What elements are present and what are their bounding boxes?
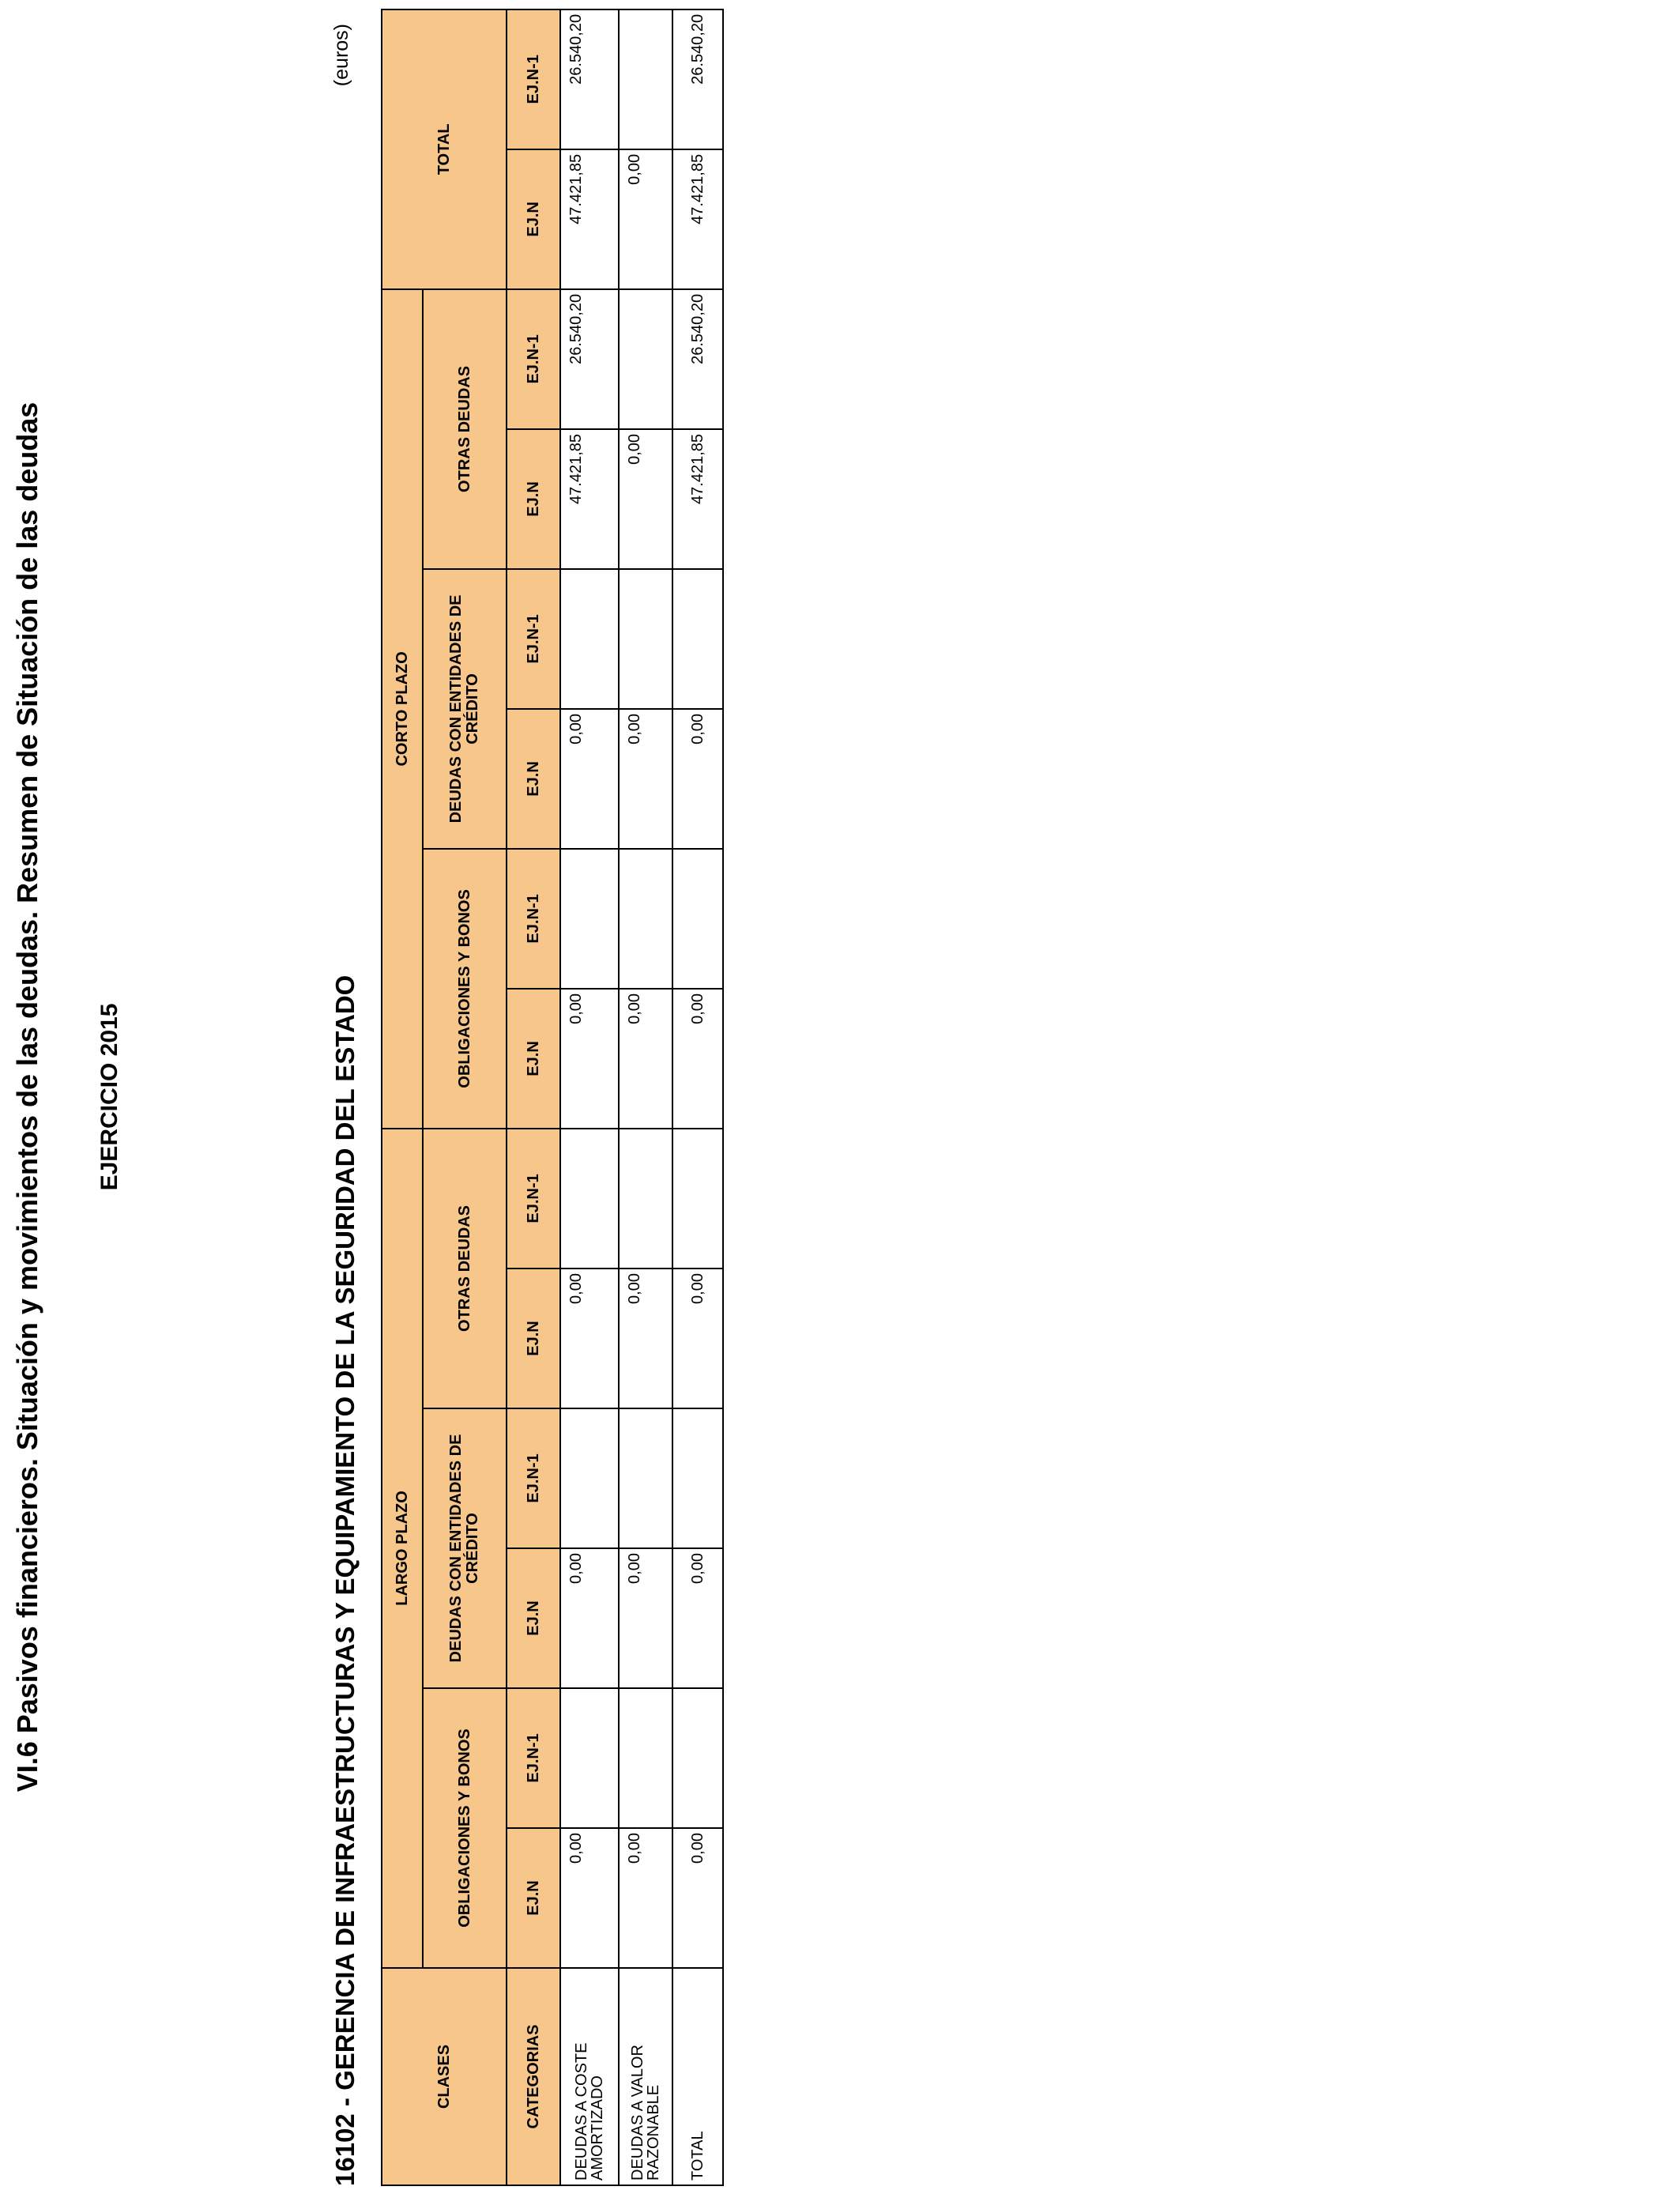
value-cell — [560, 1688, 619, 1828]
entity-name: 16102 - GERENCIA DE INFRAESTRUCTURAS Y EQUIPAMIENTO DE LA SEGURIDAD DEL ESTADO — [330, 974, 360, 2186]
value-cell — [672, 1408, 723, 1548]
value-cell: 0,00 — [672, 1269, 723, 1408]
value-cell — [619, 289, 672, 429]
units-label: (euros) — [330, 24, 352, 87]
period-header: EJ.N-1 — [507, 9, 560, 149]
subgroup-header: DEUDAS CON ENTIDADES DE CRÉDITO — [423, 1408, 507, 1688]
clases-header: CLASES — [382, 1968, 507, 2185]
period-header: EJ.N — [507, 709, 560, 849]
period-header: EJ.N-1 — [507, 1408, 560, 1548]
value-cell: 47.421,85 — [672, 429, 723, 569]
value-cell: 0,00 — [619, 149, 672, 289]
period-header: EJ.N — [507, 989, 560, 1129]
value-cell: 0,00 — [560, 1548, 619, 1688]
category-cell: DEUDAS A COSTE AMORTIZADO — [560, 1968, 619, 2185]
subgroup-header: OTRAS DEUDAS — [423, 1129, 507, 1408]
value-cell: 26.540,20 — [560, 9, 619, 149]
table-row-total — [672, 9, 723, 2185]
table-row — [619, 9, 672, 2185]
value-cell — [672, 1129, 723, 1269]
category-cell: DEUDAS A VALOR RAZONABLE — [619, 1968, 672, 2185]
header-row-groups — [382, 9, 423, 2185]
period-header: EJ.N — [507, 1548, 560, 1688]
value-cell: 0,00 — [619, 429, 672, 569]
corto-plazo-header: CORTO PLAZO — [382, 289, 423, 1129]
value-cell: 0,00 — [672, 709, 723, 849]
value-cell — [672, 849, 723, 989]
value-cell — [619, 9, 672, 149]
value-cell: 0,00 — [619, 1269, 672, 1408]
period-header: EJ.N-1 — [507, 569, 560, 709]
value-cell: 47.421,85 — [560, 429, 619, 569]
debt-summary-table — [381, 9, 724, 2186]
value-cell: 0,00 — [619, 1548, 672, 1688]
value-cell — [560, 1408, 619, 1548]
value-cell: 0,00 — [560, 1269, 619, 1408]
subgroup-header: DEUDAS CON ENTIDADES DE CRÉDITO — [423, 569, 507, 849]
value-cell: 0,00 — [560, 989, 619, 1129]
value-cell: 47.421,85 — [672, 149, 723, 289]
value-cell — [619, 1129, 672, 1269]
value-cell: 0,00 — [619, 989, 672, 1129]
total-header: TOTAL — [382, 9, 507, 289]
value-cell — [672, 569, 723, 709]
header-row-periods — [507, 9, 560, 2185]
value-cell: 0,00 — [672, 1828, 723, 1968]
value-cell: 0,00 — [672, 989, 723, 1129]
value-cell: 0,00 — [619, 709, 672, 849]
value-cell — [560, 569, 619, 709]
period-header: EJ.N — [507, 149, 560, 289]
value-cell — [672, 1688, 723, 1828]
value-cell — [619, 1408, 672, 1548]
period-header: EJ.N — [507, 429, 560, 569]
value-cell: 26.540,20 — [672, 289, 723, 429]
value-cell: 0,00 — [560, 1828, 619, 1968]
categorias-header: CATEGORIAS — [507, 1968, 560, 2185]
value-cell — [560, 1129, 619, 1269]
period-header: EJ.N-1 — [507, 1688, 560, 1828]
value-cell: 0,00 — [672, 1548, 723, 1688]
subgroup-header: OBLIGACIONES Y BONOS — [423, 849, 507, 1129]
fiscal-year: EJERCICIO 2015 — [96, 1003, 122, 1191]
largo-plazo-header: LARGO PLAZO — [382, 1129, 423, 1968]
value-cell: 26.540,20 — [672, 9, 723, 149]
subgroup-header: OTRAS DEUDAS — [423, 289, 507, 569]
value-cell — [619, 849, 672, 989]
table-row — [560, 9, 619, 2185]
period-header: EJ.N-1 — [507, 1129, 560, 1269]
value-cell: 0,00 — [560, 709, 619, 849]
category-cell: TOTAL — [672, 1968, 723, 2185]
header-row-subgroups — [423, 9, 507, 2185]
period-header: EJ.N-1 — [507, 289, 560, 429]
report-title: VI.6 Pasivos financieros. Situación y movimientos de las deudas. Resumen de Situación de las deudas — [11, 401, 43, 1793]
period-header: EJ.N — [507, 1269, 560, 1408]
value-cell — [560, 849, 619, 989]
value-cell: 47.421,85 — [560, 149, 619, 289]
subgroup-header: OBLIGACIONES Y BONOS — [423, 1688, 507, 1968]
period-header: EJ.N-1 — [507, 849, 560, 989]
value-cell — [619, 1688, 672, 1828]
period-header: EJ.N — [507, 1828, 560, 1968]
value-cell — [619, 569, 672, 709]
value-cell: 26.540,20 — [560, 289, 619, 429]
value-cell: 0,00 — [619, 1828, 672, 1968]
